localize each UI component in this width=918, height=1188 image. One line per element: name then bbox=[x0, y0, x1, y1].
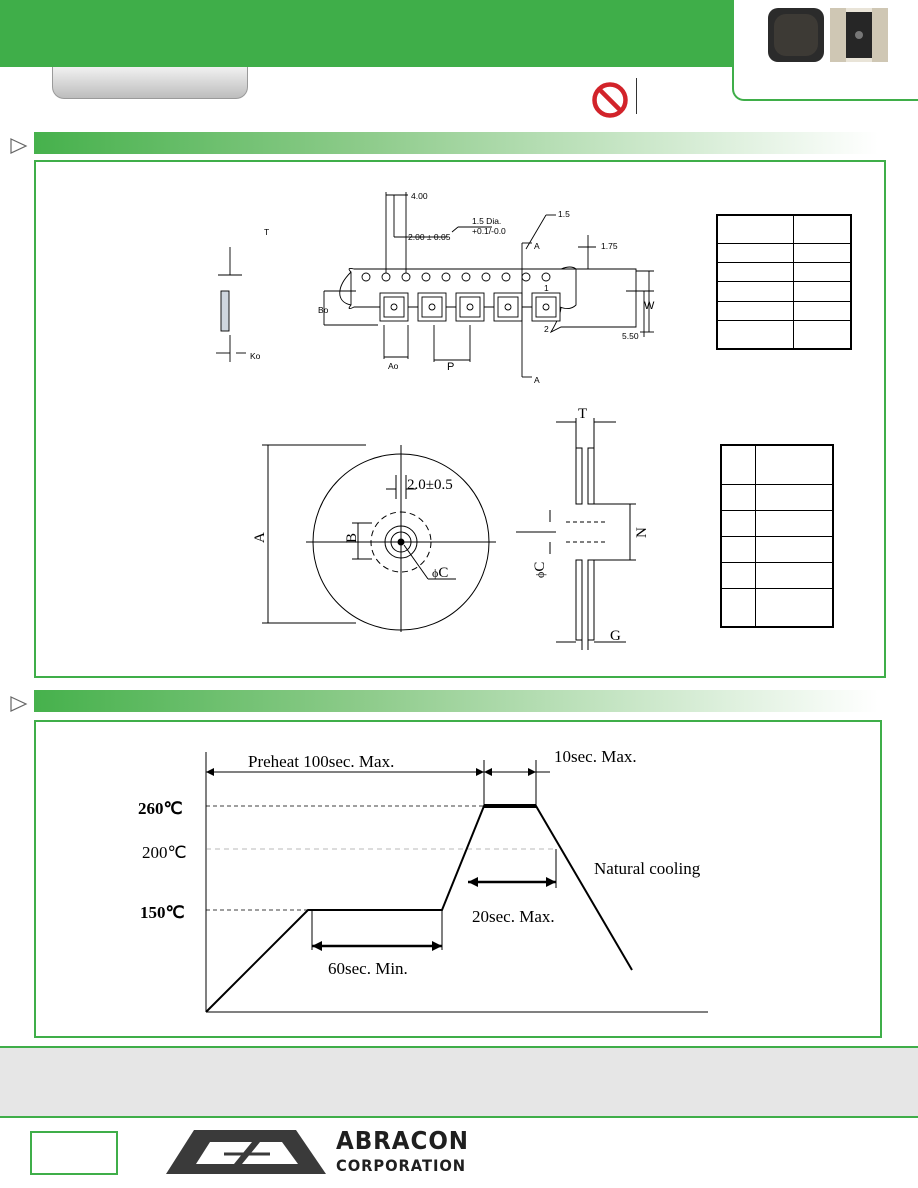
logo-line2: CORPORATION bbox=[336, 1156, 467, 1175]
temp-200-label: 200℃ bbox=[142, 843, 187, 862]
pin-2-label: 2 bbox=[544, 324, 549, 334]
footer-rule-2 bbox=[0, 1116, 918, 1118]
dim-ao: Ao bbox=[388, 361, 399, 371]
reflow-profile-chart bbox=[36, 722, 882, 1038]
dim-hub-width: 2.0±0.5 bbox=[407, 477, 453, 493]
dim-bo: Bo bbox=[318, 305, 329, 315]
reel-dimension-table bbox=[720, 444, 834, 628]
section-arrow-icon bbox=[10, 138, 28, 154]
dim-hole-dia: 1.5 Dia. bbox=[472, 216, 502, 226]
temp-150-label: 150℃ bbox=[140, 903, 185, 922]
dim-a: A bbox=[252, 532, 268, 543]
page-number-box bbox=[30, 1131, 118, 1175]
inductor-photo-icon bbox=[766, 4, 890, 66]
reflow-frame bbox=[34, 720, 882, 1038]
preheat-label: Preheat 100sec. Max. bbox=[248, 752, 395, 771]
tape-width-dim bbox=[596, 257, 656, 337]
section-a-bottom: A bbox=[534, 375, 540, 385]
footer-band bbox=[0, 1048, 918, 1116]
dim-g: G bbox=[610, 628, 621, 644]
category-tab bbox=[52, 67, 248, 99]
section-bar-packaging bbox=[34, 132, 878, 154]
dim-hole-to-pocket: 2.00 ± 0.05 bbox=[408, 232, 451, 242]
dim-5-50: 5.50 bbox=[622, 331, 639, 341]
section-a-top: A bbox=[534, 241, 540, 251]
abracon-logo-icon bbox=[166, 1128, 336, 1178]
dim-hole-tol: +0.1/-0.0 bbox=[472, 226, 506, 236]
dim-phi-c: ϕC bbox=[432, 565, 449, 581]
prohibited-icon bbox=[590, 80, 630, 120]
natural-cooling-label: Natural cooling bbox=[594, 859, 701, 878]
reel-side-drawing bbox=[516, 406, 656, 660]
dim-w: W bbox=[644, 300, 655, 312]
dim-phi-c-side: ϕC bbox=[532, 561, 548, 578]
section-arrow-icon bbox=[10, 696, 28, 712]
dim-p: P bbox=[447, 361, 455, 373]
header-divider bbox=[636, 78, 637, 114]
packaging-frame bbox=[34, 160, 886, 678]
peak-time-label: 10sec. Max. bbox=[554, 747, 637, 766]
min-60-label: 60sec. Min. bbox=[328, 959, 408, 978]
dim-b: B bbox=[344, 532, 360, 543]
carrier-tape-drawing bbox=[216, 187, 639, 387]
dim-1-75: 1.75 bbox=[601, 241, 618, 251]
tape-dimension-table bbox=[716, 214, 852, 350]
dim-ko: Ko bbox=[250, 351, 261, 361]
pin-1-label: 1 bbox=[544, 283, 549, 293]
temp-260-label: 260℃ bbox=[138, 799, 183, 818]
dim-t: T bbox=[264, 227, 270, 237]
dim-pitch-hole: 4.00 bbox=[411, 191, 428, 201]
dim-n: N bbox=[634, 527, 650, 538]
above-200-label: 20sec. Max. bbox=[472, 907, 555, 926]
dim-t-reel: T bbox=[578, 406, 588, 422]
product-photo-box bbox=[732, 0, 918, 101]
logo-line1: ABRACON bbox=[336, 1126, 469, 1155]
section-bar-reflow bbox=[34, 690, 878, 712]
dim-1-5: 1.5 bbox=[558, 209, 570, 219]
